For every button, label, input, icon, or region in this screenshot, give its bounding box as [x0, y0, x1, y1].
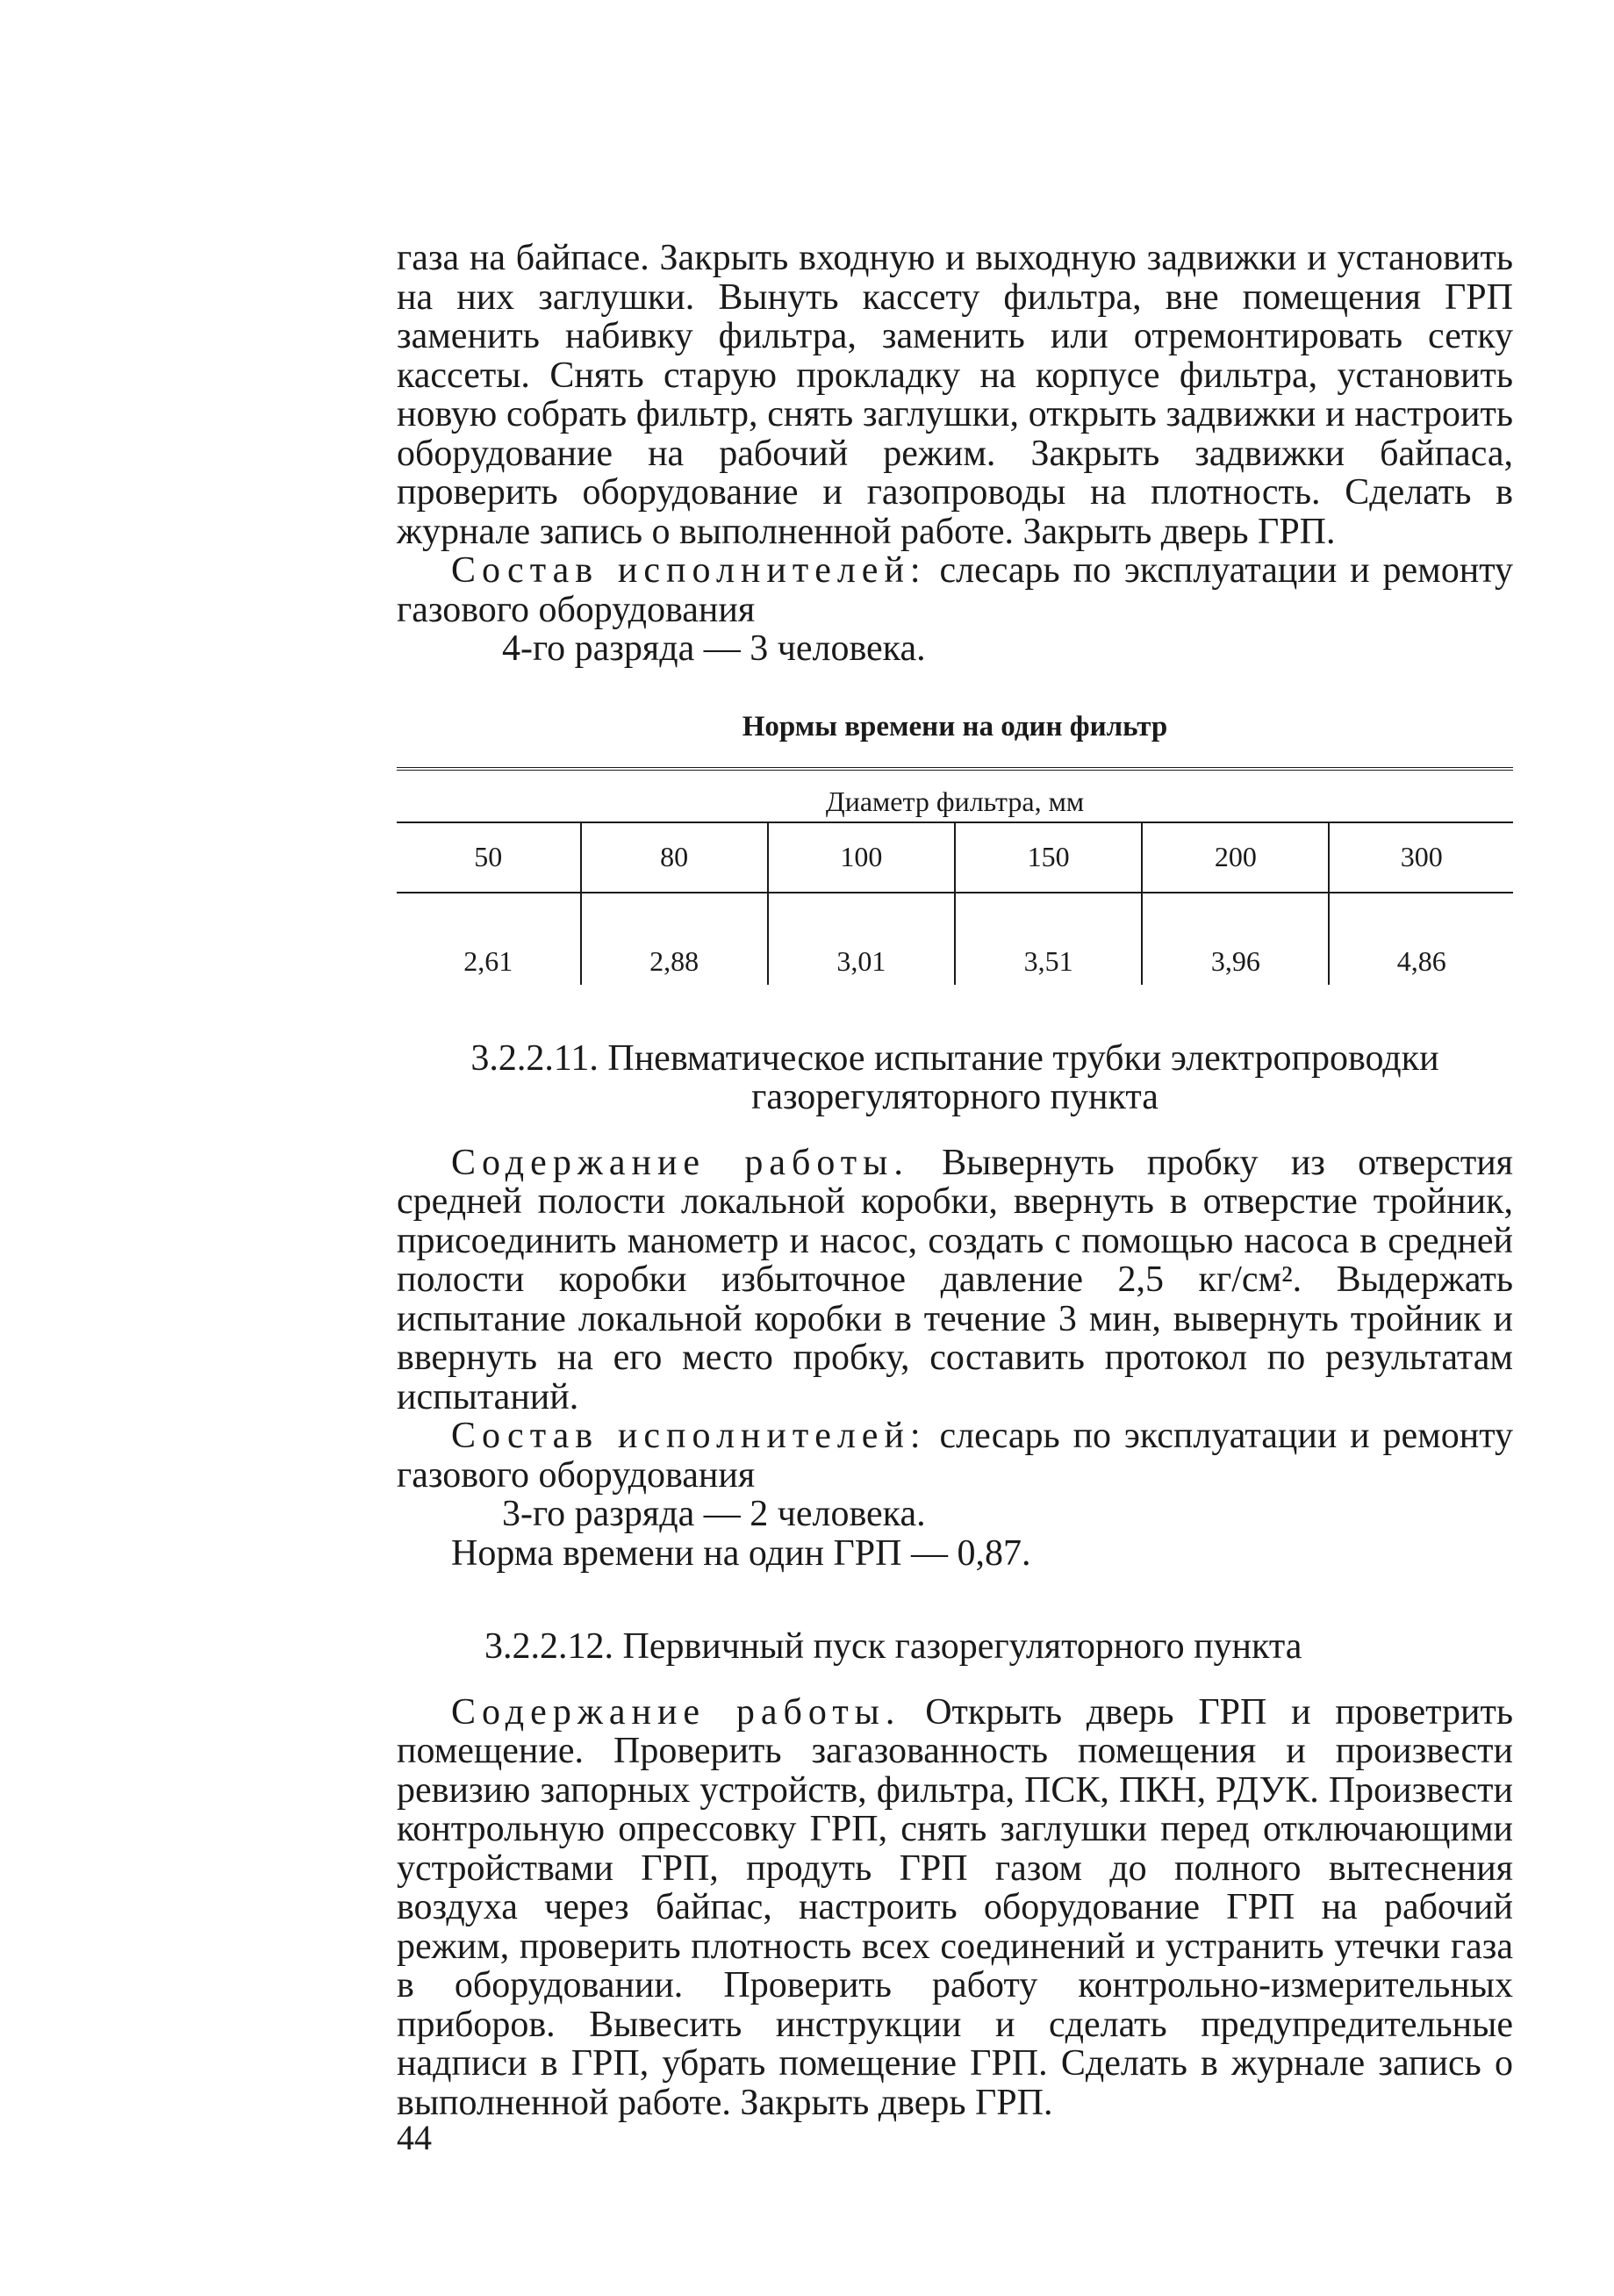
- page-number: 44: [397, 2118, 432, 2157]
- crew-paragraph-2: [397, 1417, 1513, 1495]
- table-header-diameter: Диаметр фильтра, мм: [397, 769, 1513, 822]
- section-11-content: [397, 1144, 1513, 1417]
- content-label: Содержание работы.: [451, 1691, 901, 1733]
- time-norm: Норма времени на один ГРП — 0,87.: [451, 1532, 1031, 1574]
- table-cell-size: 150: [955, 822, 1142, 893]
- crew-grade-1: 4-го разряда — 3 человека.: [502, 628, 926, 669]
- page-body: [397, 239, 1513, 2122]
- table-cell-value: 3,51: [955, 893, 1142, 985]
- table-cell-value: 2,61: [397, 893, 581, 985]
- paragraph-continuation: газа на байпасе. Закрыть входную и выходную задвижки и установить на них заглушки. Вынуть кассету фильтра, вне помещения ГРП заменить набивку фильтра, заменить или отремонтировать сетку кассеты. Снять старую прокладку на корпусе фильтра, установить новую собрать фильтр, снять заглушки, открыть задвижки и настроить оборудование на рабочий режим. Закрыть задвижки байпаса, проверить оборудование и газопроводы на плотность. Сделать в журнале запись о выполненной работе. Закрыть дверь ГРП.: [397, 238, 1513, 552]
- table-cell-size: 80: [581, 822, 768, 893]
- crew-grade-2: 3-го разряда — 2 человека.: [502, 1494, 926, 1534]
- table-cell-value: 3,96: [1142, 893, 1329, 985]
- table-cell-size: 200: [1142, 822, 1329, 893]
- crew-text: слесарь по эксплуатации и ремонту газового оборудования: [397, 1416, 1513, 1496]
- content-label: Содержание работы.: [451, 1142, 909, 1183]
- table-cell-value: 3,01: [768, 893, 955, 985]
- crew-label: Состав исполнителей:: [451, 550, 927, 591]
- norms-table: [397, 767, 1513, 985]
- table-cell-value: 2,88: [581, 893, 768, 985]
- content-text: Открыть дверь ГРП и проветрить помещение. Проверить загазованность помещения и произвести ревизию запорных устройств, фильтра, ПСК, ПКН, РДУК. Произвести контрольную опрессовку ГРП, снять заглушки перед отключающими устройствами ГРП, продуть ГРП газом до полного вытеснения воздуха через байпас, настроить оборудование ГРП на рабочий режим, проверить плотность всех соединений и устранить утечки газа в оборудовании. Проверить работу контрольно-измерительных приборов. Вывесить инструкции и сделать предупредительные надписи в ГРП, убрать помещение ГРП. Сделать в журнале запись о выполненной работе. Закрыть дверь ГРП.: [397, 1691, 1513, 2123]
- section-12-heading: 3.2.2.12. Первичный пуск газорегуляторного пункта: [484, 1626, 1302, 1667]
- table-cell-size: 100: [768, 822, 955, 893]
- crew-label: Состав исполнителей:: [451, 1416, 927, 1456]
- table-cell-size: 300: [1329, 822, 1513, 893]
- table-cell-size: 50: [397, 822, 581, 893]
- section-12-content: [397, 1693, 1513, 2123]
- table-cell-value: 4,86: [1329, 893, 1513, 985]
- content-text: Вывернуть пробку из отверстия средней полости локальной коробки, ввернуть в отверстие тройник, присоединить манометр и насос, создать с помощью насоса в средней полости коробки избыточное давление 2,5 кг/см². Выдержать испытание локальной коробки в течение 3 мин, вывернуть тройник и ввернуть на его место пробку, составить протокол по результатам испытаний.: [397, 1142, 1513, 1417]
- table-title: Нормы времени на один фильтр: [742, 710, 1168, 743]
- crew-paragraph-1: [397, 551, 1513, 629]
- crew-text: слесарь по эксплуатации и ремонту газового оборудования: [397, 550, 1513, 630]
- section-11-heading: 3.2.2.11. Пневматическое испытание трубки электропроводки газорегуляторного пункта: [470, 1037, 1439, 1117]
